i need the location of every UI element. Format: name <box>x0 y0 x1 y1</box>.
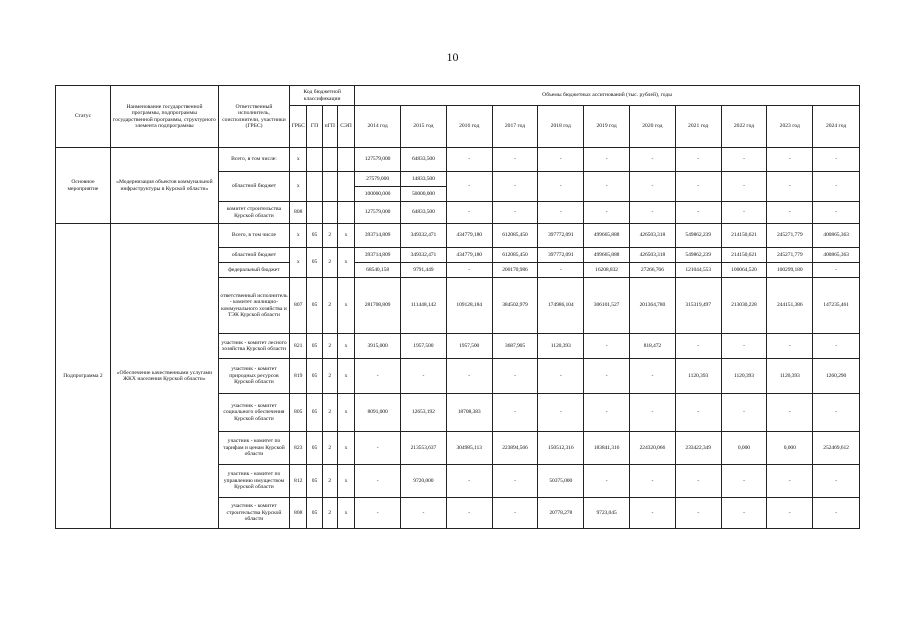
table-row <box>56 148 860 172</box>
row-value: 64833,500 <box>400 202 446 224</box>
header-year: 2014 год <box>355 106 401 148</box>
header-year: 2022 год <box>721 106 767 148</box>
row-code-pp: 2 <box>322 498 337 529</box>
row-code-gp: 05 <box>307 432 322 465</box>
row-value: 281708,809 <box>355 278 401 334</box>
row-value: - <box>721 172 767 202</box>
row-value: 121044,553 <box>675 263 721 278</box>
row-code-sep <box>337 172 354 202</box>
row-code-pp: 2 <box>322 248 337 278</box>
row-program-name: «Обеспечение качественными услугами ЖКХ населения Курской области» <box>110 224 218 529</box>
row-value: 434779,180 <box>446 224 492 248</box>
header-year: 2018 год <box>538 106 584 148</box>
row-value: 201364,780 <box>629 278 675 334</box>
row-value: - <box>584 359 630 394</box>
row-value: - <box>492 148 538 172</box>
row-value: 612085,450 <box>492 224 538 248</box>
header-pp: пГП <box>322 106 337 148</box>
row-value: 3915,000 <box>355 334 401 359</box>
header-year: 2023 год <box>767 106 813 148</box>
row-value: - <box>675 465 721 498</box>
row-executor: Всего, в том числе: <box>218 148 289 172</box>
row-value: - <box>767 394 813 432</box>
row-value: 174986,104 <box>538 278 584 334</box>
row-code-sep: х <box>337 248 354 278</box>
row-code-grbs: 819 <box>290 359 307 394</box>
row-value: 200170,986 <box>492 263 538 278</box>
row-value: 384502,979 <box>492 278 538 334</box>
row-executor: участник - комитет по управлению имуществом Курской области <box>218 465 289 498</box>
row-value: - <box>767 148 813 172</box>
row-value: 18708,383 <box>446 394 492 432</box>
row-code-gp: 05 <box>307 248 322 278</box>
row-value: 1120,393 <box>721 359 767 394</box>
row-code-gp: 05 <box>307 394 322 432</box>
row-value: 109128,184 <box>446 278 492 334</box>
row-value: - <box>675 498 721 529</box>
row-value: 223894,566 <box>492 432 538 465</box>
row-code-sep: х <box>337 432 354 465</box>
row-executor: областной бюджет <box>218 248 289 263</box>
row-value: - <box>629 359 675 394</box>
row-value: - <box>767 334 813 359</box>
row-value: - <box>584 202 630 224</box>
row-code-sep: х <box>337 224 354 248</box>
row-value: 499665,888 <box>584 248 630 263</box>
row-value: 9791,449 <box>400 263 446 278</box>
row-value: 111448,142 <box>400 278 446 334</box>
row-value: 1120,393 <box>767 359 813 394</box>
row-executor: областной бюджет <box>218 172 289 202</box>
row-value: 50000,000 <box>400 187 446 202</box>
row-value: 818,472 <box>629 334 675 359</box>
row-value: - <box>492 359 538 394</box>
row-value: - <box>584 172 630 202</box>
row-code-pp: 2 <box>322 394 337 432</box>
row-value: 306101,527 <box>584 278 630 334</box>
header-status: Статус <box>56 86 111 148</box>
row-value: 434779,180 <box>446 248 492 263</box>
row-value: 252469,612 <box>813 432 860 465</box>
row-value: - <box>446 172 492 202</box>
row-value: - <box>446 359 492 394</box>
row-executor: федеральный бюджет <box>218 263 289 278</box>
row-value: 1120,393 <box>538 334 584 359</box>
row-value: 426503,318 <box>629 224 675 248</box>
row-value: - <box>813 465 860 498</box>
header-budget-volumes: Объемы бюджетных ассигнований (тыс. рублей), годы <box>355 86 860 106</box>
row-value: 0,000 <box>721 432 767 465</box>
row-value: - <box>400 498 446 529</box>
row-code-grbs: 805 <box>290 394 307 432</box>
row-value: 20778,278 <box>538 498 584 529</box>
row-code-gp: 05 <box>307 359 322 394</box>
row-executor: участник - комитет социального обеспечения Курской области <box>218 394 289 432</box>
row-code-sep <box>337 148 354 172</box>
row-value: 393714,809 <box>355 248 401 263</box>
row-code-sep: х <box>337 498 354 529</box>
row-status: Подпрограмма 2 <box>56 224 111 529</box>
row-value: - <box>446 202 492 224</box>
row-value: 426503,318 <box>629 248 675 263</box>
row-value: - <box>675 202 721 224</box>
header-year: 2019 год <box>584 106 630 148</box>
row-value: - <box>355 498 401 529</box>
row-value: - <box>538 359 584 394</box>
row-value: 214150,621 <box>721 248 767 263</box>
header-executor: Ответственный исполнитель, соисполнители, участники (ГРБС) <box>218 86 289 148</box>
row-value: 68540,158 <box>355 263 401 278</box>
row-value: 612085,450 <box>492 248 538 263</box>
row-value: 147235,461 <box>813 278 860 334</box>
row-value: - <box>446 498 492 529</box>
row-value: - <box>492 202 538 224</box>
row-value: 1957,500 <box>400 334 446 359</box>
row-code-pp <box>322 172 337 202</box>
row-code-pp: 2 <box>322 334 337 359</box>
row-value: - <box>767 172 813 202</box>
row-executor: ответственный исполнитель - комитет жилищно-коммунального хозяйства и ТЭК Курской области <box>218 278 289 334</box>
row-code-gp: 05 <box>307 334 322 359</box>
row-value: - <box>584 394 630 432</box>
header-year: 2016 год <box>446 106 492 148</box>
row-code-sep: х <box>337 394 354 432</box>
row-value: 183841,316 <box>584 432 630 465</box>
row-value: 8091,000 <box>355 394 401 432</box>
row-code-sep: х <box>337 278 354 334</box>
row-code-pp: 2 <box>322 224 337 248</box>
row-value: 304985,113 <box>446 432 492 465</box>
row-value: 100299,180 <box>767 263 813 278</box>
row-value: 213030,228 <box>721 278 767 334</box>
row-code-pp: 2 <box>322 432 337 465</box>
row-value: - <box>813 148 860 172</box>
row-value: 397772,091 <box>538 248 584 263</box>
row-value: 245271,779 <box>767 248 813 263</box>
row-value: 1957,500 <box>446 334 492 359</box>
row-value: - <box>355 432 401 465</box>
row-value: - <box>721 202 767 224</box>
row-code-gp: 05 <box>307 224 322 248</box>
row-value: 3687,905 <box>492 334 538 359</box>
row-value: - <box>629 148 675 172</box>
header-year: 2015 год <box>400 106 446 148</box>
page-number: 10 <box>446 50 459 64</box>
row-executor: комитет строительства Курской области <box>218 202 289 224</box>
row-code-grbs: х <box>290 172 307 202</box>
row-value: 1120,393 <box>675 359 721 394</box>
row-value: - <box>629 465 675 498</box>
row-value: 224320,066 <box>629 432 675 465</box>
row-value: - <box>355 359 401 394</box>
row-value: 549862,239 <box>675 248 721 263</box>
row-value: - <box>629 172 675 202</box>
row-value: - <box>538 172 584 202</box>
row-value: 100000,000 <box>355 187 401 202</box>
row-value: 393714,809 <box>355 224 401 248</box>
row-value: - <box>813 172 860 202</box>
row-value: 549862,239 <box>675 224 721 248</box>
row-value: - <box>538 263 584 278</box>
row-code-grbs: 812 <box>290 465 307 498</box>
row-value: 397772,091 <box>538 224 584 248</box>
row-code-grbs: х <box>290 224 307 248</box>
row-code-pp <box>322 148 337 172</box>
row-value: 64833,500 <box>400 148 446 172</box>
row-value: - <box>813 263 860 278</box>
header-year: 2021 год <box>675 106 721 148</box>
row-value: 27266,766 <box>629 263 675 278</box>
row-code-grbs: х <box>290 248 307 278</box>
row-value: - <box>538 202 584 224</box>
header-year: 2017 год <box>492 106 538 148</box>
row-value: - <box>675 334 721 359</box>
row-value: 349332,471 <box>400 224 446 248</box>
row-value: 16208,832 <box>584 263 630 278</box>
row-code-gp <box>307 202 322 224</box>
header-grbs: ГРБС <box>290 106 307 148</box>
row-value: 0,000 <box>767 432 813 465</box>
row-value: - <box>629 498 675 529</box>
row-value: 349332,471 <box>400 248 446 263</box>
row-executor: участник - комитет природных ресурсов Курской области <box>218 359 289 394</box>
row-value: - <box>492 172 538 202</box>
header-year: 2020 год <box>629 106 675 148</box>
row-value: - <box>813 394 860 432</box>
row-code-sep: х <box>337 359 354 394</box>
row-value: - <box>767 202 813 224</box>
row-value: - <box>538 148 584 172</box>
row-value: - <box>675 148 721 172</box>
row-code-gp: 05 <box>307 278 322 334</box>
header-program-name: Наименование государственной программы, подпрограммы государственной программы, структурного элемента подпрограммы <box>110 86 218 148</box>
row-value: 27579,000 <box>355 172 401 187</box>
row-value: 127579,000 <box>355 202 401 224</box>
row-value: - <box>721 334 767 359</box>
row-code-pp: 2 <box>322 465 337 498</box>
row-value: 400865,363 <box>813 248 860 263</box>
row-status: Основное мероприятие <box>56 148 111 224</box>
row-value: 244151,386 <box>767 278 813 334</box>
header-sep: СЭП <box>337 106 354 148</box>
row-value: 150512,316 <box>538 432 584 465</box>
row-code-grbs: х <box>290 148 307 172</box>
row-value: 127579,000 <box>355 148 401 172</box>
row-value: 315319,497 <box>675 278 721 334</box>
row-value: - <box>538 394 584 432</box>
row-value: - <box>446 263 492 278</box>
row-value: 245271,779 <box>767 224 813 248</box>
row-executor: участник - комитет по тарифам и ценам Курской области <box>218 432 289 465</box>
row-value: 9720,000 <box>400 465 446 498</box>
row-value: 214150,621 <box>721 224 767 248</box>
row-value: - <box>675 394 721 432</box>
row-value: - <box>446 148 492 172</box>
row-code-pp <box>322 202 337 224</box>
row-value: - <box>629 202 675 224</box>
row-code-gp: 05 <box>307 498 322 529</box>
row-value: - <box>400 359 446 394</box>
row-executor: участник - комитет лесного хозяйства Курской области <box>218 334 289 359</box>
row-value: 1260,290 <box>813 359 860 394</box>
row-code-pp: 2 <box>322 359 337 394</box>
table-row <box>56 224 860 248</box>
row-code-grbs: 821 <box>290 334 307 359</box>
row-value: - <box>813 202 860 224</box>
row-code-grbs: 807 <box>290 278 307 334</box>
row-value: - <box>584 465 630 498</box>
header-budget-code: Код бюджетной классификации <box>290 86 355 106</box>
row-value: - <box>584 334 630 359</box>
row-code-gp <box>307 172 322 202</box>
row-value: - <box>584 148 630 172</box>
row-value: - <box>629 394 675 432</box>
row-code-sep: х <box>337 465 354 498</box>
row-value: - <box>721 394 767 432</box>
header-gp: ГП <box>307 106 322 148</box>
row-value: - <box>721 148 767 172</box>
row-value: 233422,349 <box>675 432 721 465</box>
row-value: - <box>446 465 492 498</box>
row-value: - <box>721 465 767 498</box>
row-value: - <box>492 394 538 432</box>
row-code-gp: 05 <box>307 465 322 498</box>
row-value: - <box>492 465 538 498</box>
row-value: - <box>813 334 860 359</box>
row-value: - <box>767 465 813 498</box>
row-value: - <box>355 465 401 498</box>
row-code-pp: 2 <box>322 278 337 334</box>
row-value: - <box>721 498 767 529</box>
row-value: 14833,500 <box>400 172 446 187</box>
row-value: 100064,520 <box>721 263 767 278</box>
row-program-name: «Модернизация объектов коммунальной инфраструктуры в Курской области» <box>110 148 218 224</box>
row-executor: Всего, в том числе <box>218 224 289 248</box>
header-year: 2024 год <box>813 106 860 148</box>
row-value: - <box>813 498 860 529</box>
row-code-grbs: 808 <box>290 202 307 224</box>
row-value: - <box>492 498 538 529</box>
row-code-gp <box>307 148 322 172</box>
row-code-sep: х <box>337 334 354 359</box>
row-value: 213553,637 <box>400 432 446 465</box>
row-value: 400865,363 <box>813 224 860 248</box>
row-code-grbs: 808 <box>290 498 307 529</box>
row-code-grbs: 823 <box>290 432 307 465</box>
budget-table <box>55 85 860 529</box>
row-value: 499665,888 <box>584 224 630 248</box>
row-value: - <box>675 172 721 202</box>
row-value: 9723,045 <box>584 498 630 529</box>
row-value: 12653,192 <box>400 394 446 432</box>
row-executor: участник - комитет строительства Курской области <box>218 498 289 529</box>
row-value: 50375,000 <box>538 465 584 498</box>
row-code-sep <box>337 202 354 224</box>
row-value: - <box>767 498 813 529</box>
